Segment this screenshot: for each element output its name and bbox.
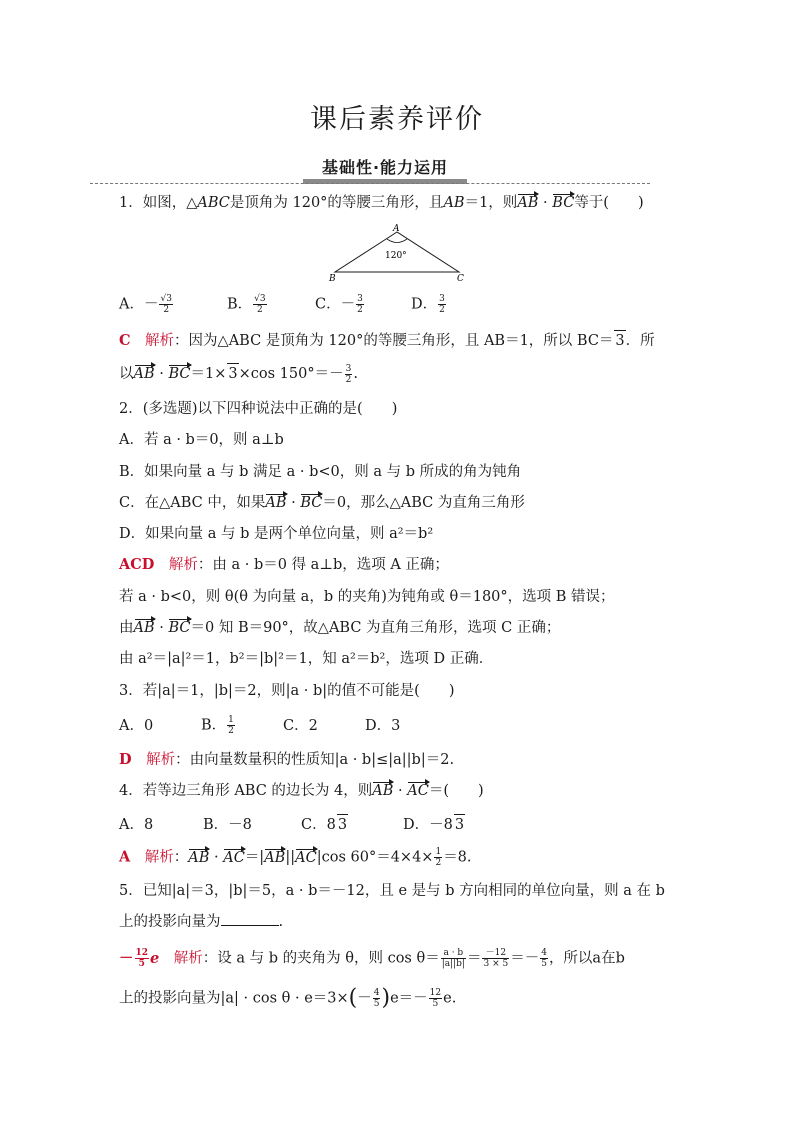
q2-option-a: A．若 a · b＝0，则 a⊥b — [119, 432, 284, 448]
vertex-b-label: B — [329, 274, 336, 282]
q3-option-b: B． $\frac{1}{2}$ — [201, 715, 234, 736]
q1-explanation-line1: C 解析：因为△ABC 是顶角为 120°的等腰三角形，且 AB＝1，所以 BC＝ 3．所 — [119, 332, 655, 349]
q2-explanation-line3: 由AB · BC＝0 知 B＝90°，故△ABC 为直角三角形，选项 C 正确； — [119, 620, 561, 636]
q1-option-c: C．－ $\frac{3}{2}$ — [315, 294, 363, 315]
q5-explanation-line2: 上的投影向量为|a| · cos θ · e＝3×(－ $\frac{4}{5}$ )e＝－ $\frac{12}{5}$ e. — [119, 985, 457, 1011]
q5-stem-line2: 上的投影向量为 . — [119, 914, 284, 930]
section-header — [90, 155, 650, 190]
q2-option-d: D．如果向量 a 与 b 是两个单位向量，则 a²＝b² — [119, 526, 434, 542]
q4-option-d: D．－8 3 — [403, 814, 465, 835]
q4-explanation: A 解析：AB · AC＝|AB||AC|cos 60°＝4×4× $\frac{1}{2}$ ＝8. — [119, 847, 472, 868]
q4-options — [119, 814, 465, 835]
triangle-figure — [325, 222, 470, 282]
q1-option-a: A．－ $\frac{√3}{2}$ — [119, 294, 172, 315]
q1-stem: 1．如图，△ABC是顶角为 120°的等腰三角形，且AB＝1，则AB · BC等于( ) — [119, 195, 644, 211]
q2-option-b: B．如果向量 a 与 b 满足 a · b<0，则 a 与 b 所成的角为钝角 — [119, 464, 522, 480]
q2-explanation-line1: ACD 解析：由 a · b＝0 得 a⊥b，选项 A 正确； — [119, 556, 449, 573]
q5-explanation-line1: － $\frac{12}{5}$ e 解析：设 a 与 b 的夹角为 θ，则 cos θ＝ $\frac{a \cdot b}{|a||b|}$ ＝ $\frac{-12}{3 \times 5}$ ＝－ $\frac{4}{5}$ ，所以a在b — [119, 948, 625, 969]
q3-option-a: A．0 — [119, 717, 154, 734]
q1-options — [119, 294, 447, 315]
q4-option-b: B．－8 — [203, 817, 252, 833]
q1-option-d: D． $\frac{3}{2}$ — [411, 294, 445, 315]
section-title: 基础性·能力运用 — [321, 158, 449, 177]
q5-stem-line1: 5．已知|a|＝3，|b|＝5，a · b＝－12，且 e 是与 b 方向相同的单位向量，则 a 在 b — [119, 883, 665, 899]
q3-explanation: D 解析：由向量数量积的性质知|a · b|≤|a||b|＝2. — [119, 751, 455, 768]
page-title: 课后素养评价 — [310, 104, 484, 135]
vertex-a-label: A — [393, 224, 400, 234]
q4-option-c: C．8 3 — [301, 814, 403, 835]
q1-explanation-line2: 以AB · BC＝1× 3×cos 150°＝－ $\frac{3}{2}$ . — [119, 363, 358, 385]
q2-stem: 2．(多选题)以下四种说法中正确的是( ) — [119, 401, 398, 417]
q2-explanation-line4: 由 a²＝|a|²＝1，b²＝|b|²＝1，知 a²＝b²，选项 D 正确． — [119, 651, 494, 667]
q3-option-d: D．3 — [365, 717, 401, 734]
vertex-c-label: C — [457, 274, 464, 282]
angle-label: 120° — [385, 251, 407, 261]
section-divider — [90, 183, 650, 184]
q4-option-a: A．8 — [119, 817, 154, 833]
q3-options — [119, 715, 400, 736]
q4-stem: 4．若等边三角形 ABC 的边长为 4，则AB · AC＝( ) — [119, 783, 484, 799]
q3-stem: 3．若|a|＝1，|b|＝2，则|a · b|的值不可能是( ) — [119, 683, 455, 699]
q3-option-c: C．2 — [283, 717, 318, 734]
q2-explanation-line2: 若 a · b<0，则 θ(θ 为向量 a，b 的夹角)为钝角或 θ＝180°，选项 B 错误； — [119, 589, 615, 605]
q2-option-c: C．在△ABC 中，如果AB · BC＝0，那么△ABC 为直角三角形 — [119, 495, 525, 511]
q1-option-b: B． $\frac{√3}{2}$ — [227, 294, 266, 315]
